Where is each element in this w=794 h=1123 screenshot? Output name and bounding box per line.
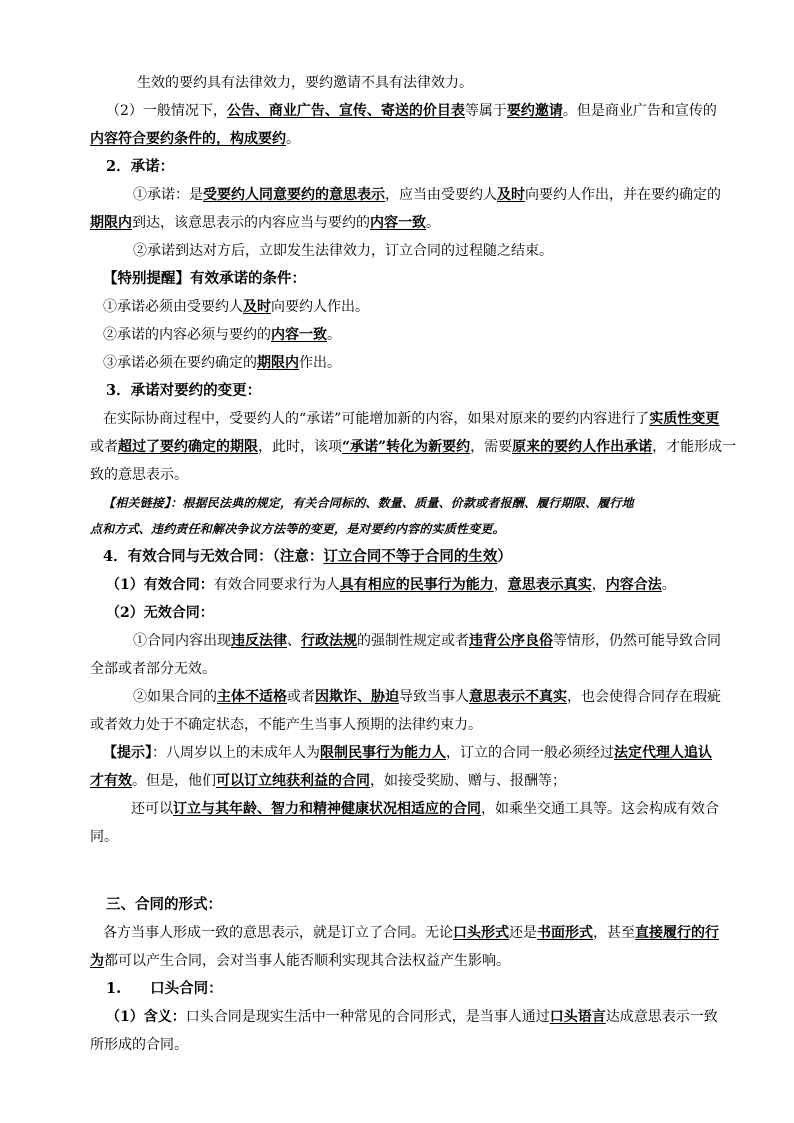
text-line bbox=[0, 518, 794, 540]
text-line bbox=[0, 894, 794, 916]
text-segment: 到达，该意思表示的内容应当与要约的 bbox=[132, 215, 370, 231]
text-segment: 三、合同的形式： bbox=[106, 896, 222, 913]
text-segment: ，如接受奖励、赠与、报酬等； bbox=[370, 773, 566, 789]
text-line bbox=[0, 546, 794, 568]
text-segment: 口头语言 bbox=[549, 1009, 606, 1025]
text-line bbox=[0, 352, 794, 374]
text-segment: 才有效 bbox=[90, 773, 132, 789]
text-line bbox=[0, 380, 794, 402]
text-line bbox=[0, 742, 794, 764]
text-segment: 或者 bbox=[287, 689, 315, 705]
text-segment: 所形成的合同。 bbox=[90, 1037, 188, 1053]
text-segment: ②承诺到达对方后，立即发生法律效力，订立合同的过程随之结束。 bbox=[133, 243, 553, 259]
text-segment: ，也会使得合同存在瑕疵 bbox=[567, 689, 721, 705]
text-segment: ，需要 bbox=[470, 439, 513, 455]
text-segment: ，甚至 bbox=[593, 925, 635, 941]
text-segment: ，此时，该项 bbox=[258, 439, 342, 455]
text-segment: 的强制性规定或者 bbox=[357, 633, 469, 649]
text-segment: 全部或者部分无效。 bbox=[90, 661, 216, 677]
text-segment: 因欺诈、胁迫 bbox=[315, 689, 399, 705]
text-segment: 要约邀请 bbox=[506, 103, 563, 119]
text-segment: ②承诺的内容必须与要约的 bbox=[103, 327, 271, 343]
text-line bbox=[0, 156, 794, 178]
text-segment: 意思表示不真实 bbox=[469, 689, 567, 705]
text-line bbox=[0, 574, 794, 596]
text-line bbox=[0, 602, 794, 624]
text-segment: 及时 bbox=[243, 299, 271, 315]
text-line bbox=[0, 714, 794, 736]
text-segment: ，才能形成一 bbox=[652, 439, 737, 455]
text-line bbox=[0, 212, 794, 234]
text-segment: ①合同内容出现 bbox=[133, 633, 231, 649]
text-segment: 内容一致 bbox=[370, 215, 426, 231]
text-segment: ，应当由受要约人 bbox=[385, 187, 497, 203]
text-segment: 向要约人作出，并在要约确定的 bbox=[525, 187, 721, 203]
text-segment: ③承诺必须在要约确定的 bbox=[103, 355, 257, 371]
text-segment: 点和方式、违约责任和解决争议方法等的变更，是对要约内容的实质性变更。 bbox=[90, 522, 505, 536]
text-segment: 。 bbox=[286, 131, 300, 147]
text-segment: ， bbox=[591, 577, 606, 593]
text-segment: ①承诺：是 bbox=[133, 187, 203, 203]
text-line bbox=[0, 408, 794, 430]
text-line bbox=[0, 798, 794, 820]
text-segment: 【提示】 bbox=[103, 745, 152, 761]
text-line bbox=[0, 1006, 794, 1028]
text-segment: 。但是，他们 bbox=[132, 773, 216, 789]
text-segment: 。 bbox=[327, 327, 341, 343]
text-segment: ， bbox=[493, 577, 508, 593]
text-segment: ：八周岁以上的未成年人为 bbox=[152, 745, 320, 761]
text-segment: 还可以 bbox=[131, 801, 173, 817]
text-segment: 。 bbox=[661, 577, 676, 593]
text-segment: 等属于 bbox=[464, 103, 507, 119]
text-segment: 致的意思表示。 bbox=[90, 467, 188, 483]
text-segment: 还是 bbox=[509, 925, 537, 941]
text-segment: 各方当事人形成一致的意思表示，就是订立了合同。无论 bbox=[103, 925, 453, 941]
text-segment: 2．承诺： bbox=[106, 158, 175, 175]
text-segment: 原来的要约人作出承诺 bbox=[512, 439, 653, 455]
text-segment: 。但是商业广告和宣传的 bbox=[562, 103, 717, 119]
text-segment: 内容符合要约条件的，构成要约 bbox=[90, 131, 286, 147]
text-line bbox=[0, 658, 794, 680]
text-segment: 、 bbox=[287, 633, 301, 649]
text-segment: 有效合同要求行为人 bbox=[213, 577, 340, 593]
text-segment: 等情形，仍然可能导致合同 bbox=[553, 633, 721, 649]
text-segment: 【相关链接】：根据民法典的规定，有关合同标的、数量、质量、价款或者报酬、履行期限、履行地 bbox=[103, 496, 634, 510]
text-line bbox=[0, 464, 794, 486]
text-segment: 达成意思表示一致 bbox=[605, 1009, 718, 1025]
text-segment: 实质性变更 bbox=[649, 411, 720, 427]
text-segment: 行政法规 bbox=[301, 633, 357, 649]
text-line bbox=[0, 240, 794, 262]
text-line bbox=[0, 268, 794, 290]
text-segment: 主体不适格 bbox=[217, 689, 287, 705]
text-line bbox=[0, 128, 794, 150]
text-segment: 书面形式 bbox=[537, 925, 593, 941]
text-segment: 在实际协商过程中，受要约人的“承诺”可能增加新的内容，如果对原来的要约内容进行了 bbox=[103, 411, 650, 427]
text-line bbox=[0, 630, 794, 652]
text-line bbox=[0, 436, 794, 458]
text-segment: 限制民事行为能力人 bbox=[320, 745, 446, 761]
text-segment: 内容合法 bbox=[605, 577, 662, 593]
text-segment: （1）有效合同： bbox=[106, 577, 214, 593]
text-segment: 期限内 bbox=[257, 355, 299, 371]
text-segment: 【特别提醒】有效承诺的条件： bbox=[103, 270, 306, 287]
text-segment: 受要约人同意要约的意思表示 bbox=[203, 187, 385, 203]
text-line bbox=[0, 1034, 794, 1056]
text-segment: 向要约人作出。 bbox=[271, 299, 369, 315]
text-segment: 订立合同不等于合同的生效 bbox=[323, 548, 498, 565]
text-segment: 都可以产生合同，会对当事人能否顺利实现其合法权益产生影响。 bbox=[104, 953, 510, 969]
text-line bbox=[0, 950, 794, 972]
text-segment: 意思表示真实 bbox=[507, 577, 592, 593]
text-line bbox=[0, 324, 794, 346]
text-segment: 或者效力处于不确定状态，不能产生当事人预期的法律约束力。 bbox=[90, 717, 482, 733]
text-segment: 1. 口头合同： bbox=[106, 980, 223, 997]
text-segment: ，订立的合同一般必须经过 bbox=[446, 745, 614, 761]
text-segment: 为 bbox=[90, 953, 104, 969]
text-segment: 法定代理人追认 bbox=[614, 745, 712, 761]
text-segment: “承诺”转化为新要约 bbox=[342, 439, 471, 455]
text-line bbox=[0, 686, 794, 708]
text-segment: ②如果合同的 bbox=[133, 689, 217, 705]
text-segment: 违背公序良俗 bbox=[469, 633, 553, 649]
text-segment: 4．有效合同与无效合同：（注意： bbox=[103, 548, 324, 565]
text-segment: （2）一般情况下， bbox=[106, 103, 227, 119]
text-segment: 同。 bbox=[90, 829, 118, 845]
text-segment: ①承诺必须由受要约人 bbox=[103, 299, 243, 315]
text-line bbox=[0, 978, 794, 1000]
text-segment: 订立与其年龄、智力和精神健康状况相适应的合同 bbox=[173, 801, 481, 817]
text-line bbox=[0, 100, 794, 122]
text-segment: 内容一致 bbox=[271, 327, 327, 343]
text-segment: 及时 bbox=[497, 187, 525, 203]
text-segment: ） bbox=[497, 548, 512, 565]
text-segment: 违反法律 bbox=[231, 633, 287, 649]
text-segment: 公告、商业广告、宣传、寄送的价目表 bbox=[226, 103, 465, 119]
text-segment: 超过了要约确定的期限 bbox=[118, 439, 258, 455]
text-segment: 具有相应的民事行为能力 bbox=[339, 577, 494, 593]
text-line bbox=[0, 492, 794, 514]
text-segment: ，如乘坐交通工具等。这会构成有效合 bbox=[481, 801, 719, 817]
text-segment: 可以订立纯获利益的合同 bbox=[216, 773, 370, 789]
text-segment: 期限内 bbox=[90, 215, 132, 231]
text-segment: 生效的要约具有法律效力，要约邀请不具有法律效力。 bbox=[137, 75, 473, 91]
text-segment: 口头合同是现实生活中一种常见的合同形式，是当事人通过 bbox=[185, 1009, 550, 1025]
text-line bbox=[0, 770, 794, 792]
text-segment: 口头形式 bbox=[453, 925, 509, 941]
text-line bbox=[0, 296, 794, 318]
text-segment: 或者 bbox=[90, 439, 118, 455]
text-segment: 。 bbox=[426, 215, 440, 231]
text-segment: 直接履行的行 bbox=[635, 925, 719, 941]
text-line bbox=[0, 826, 794, 848]
text-segment: 作出。 bbox=[299, 355, 341, 371]
text-line bbox=[0, 72, 794, 94]
text-segment: 导致当事人 bbox=[399, 689, 469, 705]
text-line bbox=[0, 922, 794, 944]
text-segment: （2）无效合同： bbox=[106, 605, 214, 621]
text-segment: 3．承诺对要约的变更： bbox=[106, 382, 262, 399]
text-segment: （1）含义： bbox=[106, 1009, 186, 1025]
text-line bbox=[0, 184, 794, 206]
